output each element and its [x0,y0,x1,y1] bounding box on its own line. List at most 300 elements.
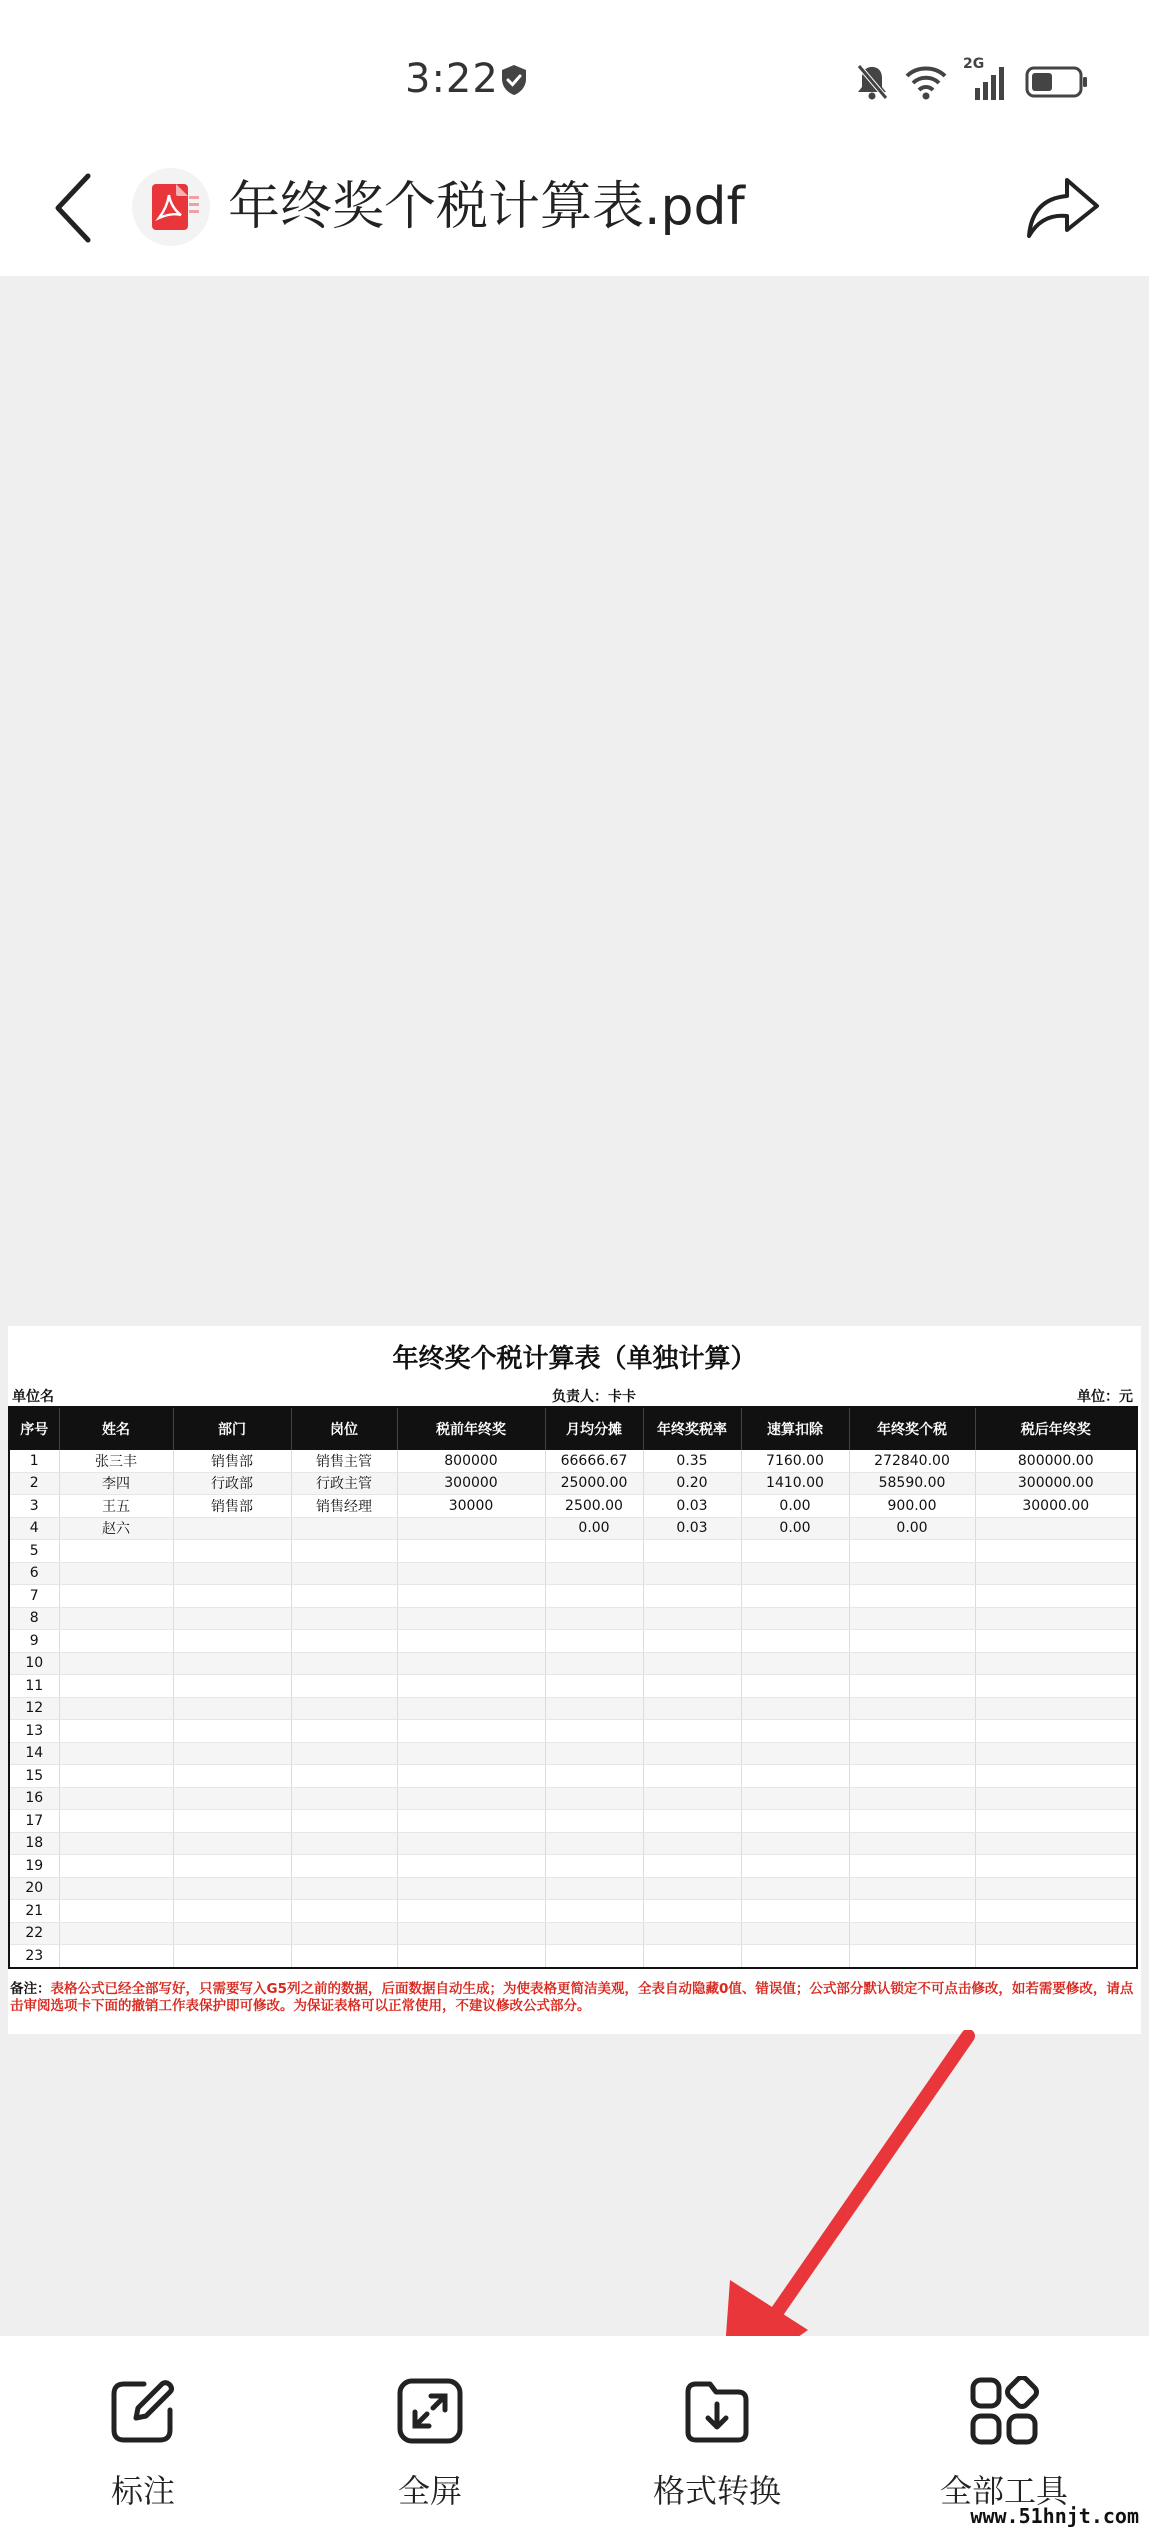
table-cell [643,1922,741,1945]
table-cell [291,1517,397,1540]
table-cell: 300000.00 [975,1472,1137,1495]
table-row [9,1607,1137,1630]
table-cell [643,1832,741,1855]
table-cell [545,1810,643,1833]
table-cell: 0.03 [643,1495,741,1518]
table-cell [741,1765,849,1788]
table-cell: 2 [9,1472,59,1495]
table-cell: 1410.00 [741,1472,849,1495]
table-cell [59,1540,173,1563]
table-cell [741,1607,849,1630]
table-cell: 800000.00 [975,1450,1137,1472]
table-cell [173,1765,291,1788]
table-row [9,1517,1137,1540]
table-cell: 王五 [59,1495,173,1518]
table-row [9,1630,1137,1653]
column-header: 税前年终奖 [397,1407,545,1450]
table-cell: 4 [9,1517,59,1540]
table-cell [397,1922,545,1945]
table-cell: 17 [9,1810,59,1833]
annotate-button[interactable] [43,2376,243,2526]
table-cell: 销售主管 [291,1450,397,1472]
table-row [9,1765,1137,1788]
table-cell [59,1652,173,1675]
table-cell [545,1630,643,1653]
table-cell: 销售部 [173,1495,291,1518]
table-cell: 0.00 [741,1517,849,1540]
table-cell: 13 [9,1720,59,1743]
table-cell [59,1765,173,1788]
unit-label: 单位：元 [1077,1389,1133,1405]
table-cell: 800000 [397,1450,545,1472]
table-cell [741,1742,849,1765]
table-cell [975,1630,1137,1653]
table-cell [975,1607,1137,1630]
battery-icon [1025,65,1089,99]
table-cell [59,1742,173,1765]
table-cell [397,1855,545,1878]
table-cell [741,1697,849,1720]
table-cell: 9 [9,1630,59,1653]
table-cell [397,1810,545,1833]
table-cell: 李四 [59,1472,173,1495]
table-cell: 0.20 [643,1472,741,1495]
column-header: 姓名 [59,1407,173,1450]
column-header: 年终奖个税 [849,1407,975,1450]
table-cell [291,1832,397,1855]
table-cell [545,1922,643,1945]
folder-download-icon [682,2376,752,2446]
table-cell: 3 [9,1495,59,1518]
table-cell [173,1607,291,1630]
column-header: 岗位 [291,1407,397,1450]
table-cell: 赵六 [59,1517,173,1540]
table-cell: 0.35 [643,1450,741,1472]
table-cell [397,1652,545,1675]
table-cell: 行政主管 [291,1472,397,1495]
table-cell [849,1877,975,1900]
all-tools-label: 全部工具 [939,2472,1068,2510]
table-cell [291,1855,397,1878]
fullscreen-icon [395,2376,465,2446]
table-cell [173,1945,291,1968]
table-cell [849,1945,975,1968]
annotate-label: 标注 [110,2472,175,2510]
table-cell: 58590.00 [849,1472,975,1495]
table-cell [849,1742,975,1765]
table-cell [59,1945,173,1968]
column-header: 速算扣除 [741,1407,849,1450]
table-cell [849,1585,975,1608]
table-cell [59,1562,173,1585]
table-cell [59,1675,173,1698]
column-header: 序号 [9,1407,59,1450]
table-cell [59,1922,173,1945]
table-cell [173,1922,291,1945]
table-cell [397,1832,545,1855]
status-bar [0,0,1149,160]
table-cell: 300000 [397,1472,545,1495]
table-cell [291,1607,397,1630]
table-cell: 900.00 [849,1495,975,1518]
table-cell [975,1720,1137,1743]
table-cell [397,1585,545,1608]
owner-label: 负责人：卡卡 [552,1389,636,1405]
table-cell [741,1810,849,1833]
table-cell [545,1720,643,1743]
unit-name-label: 单位名 [12,1389,54,1405]
table-cell: 7 [9,1585,59,1608]
table-cell [545,1652,643,1675]
table-cell [643,1652,741,1675]
table-cell [643,1787,741,1810]
status-time: 3:22 [405,56,499,102]
table-cell [291,1630,397,1653]
table-cell [545,1832,643,1855]
table-cell [643,1675,741,1698]
table-row [9,1877,1137,1900]
pdf-page [8,1326,1141,2034]
table-cell [975,1562,1137,1585]
table-cell [975,1945,1137,1968]
table-cell [397,1540,545,1563]
table-cell [741,1945,849,1968]
table-cell [643,1540,741,1563]
share-icon[interactable] [1025,172,1101,244]
table-cell [291,1697,397,1720]
table-cell [397,1630,545,1653]
table-cell [397,1787,545,1810]
table-cell: 销售经理 [291,1495,397,1518]
document-title: 年终奖个税计算表.pdf [228,177,745,237]
table-cell [741,1585,849,1608]
table-cell [291,1810,397,1833]
table-cell [173,1517,291,1540]
table-cell [975,1675,1137,1698]
table-cell [59,1855,173,1878]
table-cell [397,1900,545,1923]
table-cell [643,1945,741,1968]
pdf-file-icon [132,168,210,246]
table-cell [849,1562,975,1585]
table-cell [975,1765,1137,1788]
table-cell [741,1922,849,1945]
format-convert-button[interactable] [617,2376,817,2526]
table-row [9,1562,1137,1585]
table-cell [975,1697,1137,1720]
table-cell [173,1540,291,1563]
table-cell [545,1675,643,1698]
table-cell [397,1945,545,1968]
column-header: 部门 [173,1407,291,1450]
table-cell [59,1720,173,1743]
table-cell: 16 [9,1787,59,1810]
table-cell [59,1877,173,1900]
table-cell [291,1922,397,1945]
table-cell [643,1877,741,1900]
table-cell [397,1562,545,1585]
table-cell: 18 [9,1832,59,1855]
table-cell [545,1562,643,1585]
table-cell [173,1810,291,1833]
table-cell: 22 [9,1922,59,1945]
table-cell: 10 [9,1652,59,1675]
table-cell [173,1585,291,1608]
table-cell [291,1562,397,1585]
fullscreen-button[interactable] [330,2376,530,2526]
table-cell [643,1742,741,1765]
table-cell [975,1877,1137,1900]
table-cell [741,1900,849,1923]
table-cell [975,1810,1137,1833]
table-cell [397,1517,545,1540]
table-cell [545,1945,643,1968]
table-cell [291,1675,397,1698]
table-cell [849,1922,975,1945]
table-cell [173,1630,291,1653]
table-cell [545,1855,643,1878]
table-cell [975,1832,1137,1855]
table-cell [741,1832,849,1855]
table-cell: 8 [9,1607,59,1630]
table-cell [59,1787,173,1810]
table-cell [59,1585,173,1608]
table-cell [173,1855,291,1878]
table-cell: 销售部 [173,1450,291,1472]
back-arrow-icon[interactable] [48,170,98,246]
table-cell [741,1630,849,1653]
table-cell [173,1742,291,1765]
table-cell [59,1630,173,1653]
table-cell: 30000.00 [975,1495,1137,1518]
table-cell [849,1787,975,1810]
table-cell [975,1742,1137,1765]
column-header: 月均分摊 [545,1407,643,1450]
table-row [9,1810,1137,1833]
table-cell [173,1877,291,1900]
table-cell [975,1855,1137,1878]
table-row [9,1900,1137,1923]
sheet-note [10,1981,1134,2015]
table-cell [545,1877,643,1900]
table-row [9,1787,1137,1810]
table-cell [849,1720,975,1743]
fullscreen-label: 全屏 [397,2472,462,2510]
cellular-signal-icon [963,56,1009,102]
table-cell: 25000.00 [545,1472,643,1495]
table-cell [643,1697,741,1720]
table-cell: 6 [9,1562,59,1585]
table-cell [849,1855,975,1878]
table-cell [397,1607,545,1630]
table-cell [173,1697,291,1720]
table-cell [849,1900,975,1923]
table-row [9,1855,1137,1878]
table-row [9,1472,1137,1495]
table-cell [59,1900,173,1923]
sheet-title: 年终奖个税计算表（单独计算） [392,1344,757,1374]
table-cell [975,1540,1137,1563]
bottom-toolbar [0,2336,1149,2532]
table-cell [291,1877,397,1900]
table-cell: 1 [9,1450,59,1472]
format-convert-label: 格式转换 [652,2472,781,2510]
table-cell [741,1675,849,1698]
wifi-icon [905,64,947,100]
table-row [9,1742,1137,1765]
table-cell [643,1585,741,1608]
table-cell [741,1720,849,1743]
table-cell [545,1900,643,1923]
table-cell [643,1562,741,1585]
table-cell [643,1720,741,1743]
table-cell [741,1652,849,1675]
table-row [9,1495,1137,1518]
table-cell: 张三丰 [59,1450,173,1472]
table-cell: 23 [9,1945,59,1968]
table-cell [741,1787,849,1810]
table-row [9,1922,1137,1945]
table-row [9,1697,1137,1720]
table-cell [59,1810,173,1833]
table-cell [975,1652,1137,1675]
table-cell [975,1517,1137,1540]
table-cell [291,1765,397,1788]
table-cell [643,1630,741,1653]
table-cell [59,1697,173,1720]
table-cell [741,1562,849,1585]
table-cell [643,1810,741,1833]
table-cell [849,1832,975,1855]
table-cell [741,1855,849,1878]
table-cell [975,1585,1137,1608]
table-cell: 66666.67 [545,1450,643,1472]
table-cell: 11 [9,1675,59,1698]
table-cell [173,1562,291,1585]
table-cell: 20 [9,1877,59,1900]
table-cell [173,1720,291,1743]
shield-check-icon [500,64,528,96]
watermark: www.51hnjt.com [970,2504,1139,2528]
table-cell: 15 [9,1765,59,1788]
column-header: 年终奖税率 [643,1407,741,1450]
table-cell: 7160.00 [741,1450,849,1472]
table-cell: 0.00 [849,1517,975,1540]
mute-bell-icon [855,63,889,101]
table-cell [545,1787,643,1810]
note-text: 表格公式已经全部写好，只需要写入G5列之前的数据，后面数据自动生成；为使表格更简洁美观，全表自动隐藏0值、错误值；公式部分默认锁定不可点击修改，如若需要修改，请点击审阅选项卡下面的撤销工作表保护即可修改。为保证表格可以正常使用，不建议修改公式部分。 [10,1981,1134,2014]
edit-icon [108,2376,178,2446]
table-cell [397,1877,545,1900]
apps-icon [969,2376,1039,2446]
table-row [9,1450,1137,1472]
table-cell [643,1855,741,1878]
table-row [9,1652,1137,1675]
table-cell: 12 [9,1697,59,1720]
table-cell [397,1697,545,1720]
table-cell: 0.00 [741,1495,849,1518]
table-cell [291,1900,397,1923]
table-cell: 272840.00 [849,1450,975,1472]
table-cell [975,1900,1137,1923]
table-cell [741,1540,849,1563]
table-cell: 0.00 [545,1517,643,1540]
table-cell [173,1675,291,1698]
table-cell: 0.03 [643,1517,741,1540]
table-cell [849,1697,975,1720]
column-header: 税后年终奖 [975,1407,1137,1450]
table-cell: 19 [9,1855,59,1878]
table-cell [849,1630,975,1653]
tax-table [8,1406,1138,1969]
table-cell: 30000 [397,1495,545,1518]
table-cell [291,1945,397,1968]
table-cell [397,1742,545,1765]
table-cell: 14 [9,1742,59,1765]
table-row [9,1675,1137,1698]
table-cell [975,1787,1137,1810]
table-cell [643,1765,741,1788]
table-cell [545,1697,643,1720]
status-icons [855,56,1089,104]
pdf-viewer[interactable] [0,276,1149,2336]
table-cell: 行政部 [173,1472,291,1495]
table-cell: 21 [9,1900,59,1923]
table-cell: 2500.00 [545,1495,643,1518]
table-cell [849,1607,975,1630]
table-cell [849,1675,975,1698]
table-cell [545,1540,643,1563]
network-type: 2G [963,56,985,72]
table-cell [849,1540,975,1563]
table-cell [975,1922,1137,1945]
table-cell [291,1742,397,1765]
table-cell [291,1720,397,1743]
table-cell [643,1607,741,1630]
table-cell [291,1787,397,1810]
table-cell: 5 [9,1540,59,1563]
table-cell [849,1810,975,1833]
table-cell [173,1787,291,1810]
table-cell [397,1675,545,1698]
table-cell [397,1720,545,1743]
table-cell [397,1765,545,1788]
table-cell [545,1765,643,1788]
table-cell [545,1585,643,1608]
table-header-row [9,1407,1137,1450]
table-cell [849,1652,975,1675]
table-row [9,1945,1137,1968]
table-cell [545,1607,643,1630]
table-cell [545,1742,643,1765]
table-cell [173,1832,291,1855]
table-cell [59,1607,173,1630]
table-cell [643,1900,741,1923]
table-cell [291,1652,397,1675]
table-cell [59,1832,173,1855]
table-cell [173,1900,291,1923]
note-label: 备注： [10,1981,51,1997]
table-cell [849,1765,975,1788]
table-row [9,1832,1137,1855]
table-row [9,1540,1137,1563]
table-cell [291,1585,397,1608]
table-cell [741,1877,849,1900]
table-row [9,1585,1137,1608]
table-row [9,1720,1137,1743]
table-cell [173,1652,291,1675]
table-cell [291,1540,397,1563]
